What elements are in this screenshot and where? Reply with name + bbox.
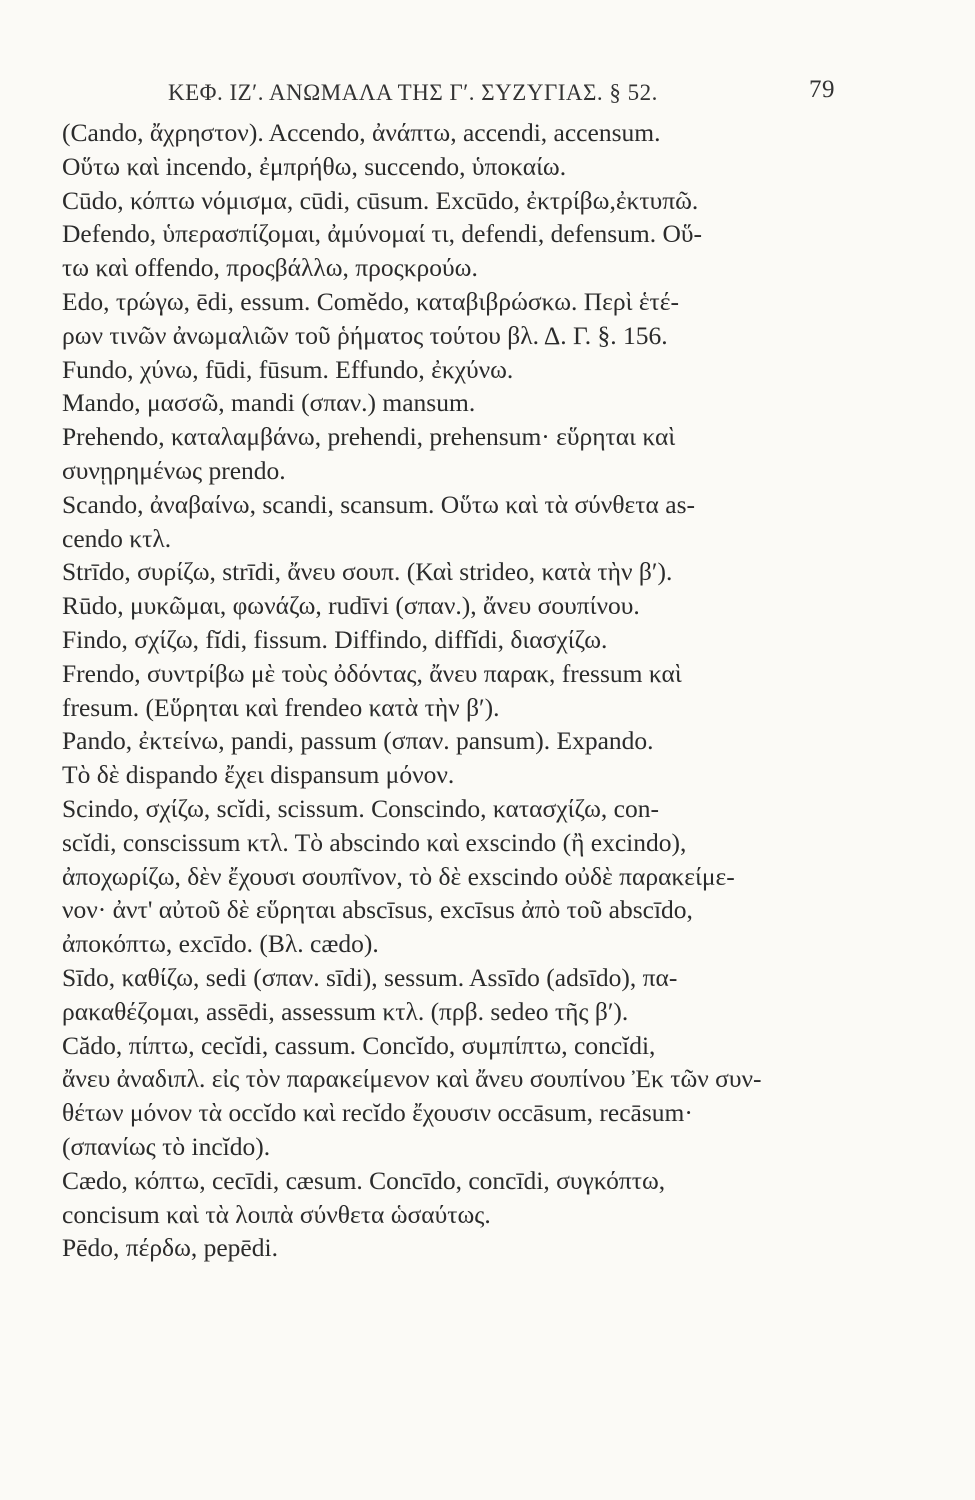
text-line: Rūdo, μυκῶμαι, φωνάζω, rudīvi (σπαν.), ἄνευ σουπίνου. [62, 591, 640, 621]
text-line: ἀποκόπτω, excīdo. (Βλ. cædo). [62, 929, 379, 959]
text-line: Fundo, χύνω, fūdi, fūsum. Effundo, ἐκχύνω. [62, 354, 514, 384]
text-line: ρακαθέζομαι, assēdi, assessum κτλ. (πρβ. sedeo τῆς βʹ). [62, 996, 629, 1026]
text-line: Strīdo, συρίζω, strīdi, ἄνευ σουπ. (Καὶ strideo, κατὰ τὴν βʹ). [62, 557, 673, 587]
text-line: ἄνευ ἀναδιπλ. εἰς τὸν παρακείμενον καὶ ἄνευ σουπίνου Ἐκ τῶν συν- [62, 1064, 762, 1094]
text-line: scĭdi, conscissum κτλ. Τὸ abscindo καὶ exscindo (ἢ excindo), [62, 827, 687, 857]
text-line: (σπανίως τὸ incĭdo). [62, 1131, 271, 1161]
text-line: συνῃρημένως prendo. [62, 455, 286, 485]
text-line: θέτων μόνον τὰ occĭdo καὶ recĭdo ἔχουσιν occāsum, recāsum· [62, 1098, 693, 1128]
body-text [62, 116, 835, 1265]
running-header [62, 76, 835, 116]
text-line: Pēdo, πέρδω, pepēdi. [62, 1233, 278, 1263]
text-line: Scindo, σχίζω, scĭdi, scissum. Conscindo, κατασχίζω, con- [62, 793, 659, 823]
page-number: 79 [809, 76, 835, 103]
text-line: Οὕτω καὶ incendo, ἐμπρήθω, succendo, ὑποκαίω. [62, 151, 567, 181]
text-line: fresum. (Εὕρηται καὶ frendeo κατὰ τὴν βʹ). [62, 692, 500, 722]
text-line: ρων τινῶν ἀνωμαλιῶν τοῦ ῥήματος τούτου βλ. Δ. Γ. §. 156. [62, 320, 668, 350]
text-line: τω καὶ offendo, προςβάλλω, προςκρούω. [62, 253, 478, 283]
text-line: Prehendo, καταλαμβάνω, prehendi, prehensum· εὕρηται καὶ [62, 422, 676, 452]
text-line: concisum καὶ τὰ λοιπὰ σύνθετα ὡσαύτως. [62, 1199, 491, 1229]
text-line: (Cando, ἄχρηστον). Accendo, ἀνάπτω, accendi, accensum. [62, 118, 661, 147]
text-line: Cădo, πίπτω, cecĭdi, cassum. Concĭdo, συμπίπτω, concĭdi, [62, 1030, 656, 1060]
text-line: Cūdo, κόπτω νόμισμα, cūdi, cūsum. Excūdo, ἐκτρίβω,ἐκτυπῶ. [62, 185, 699, 215]
text-line: Pando, ἐκτείνω, pandi, passum (σπαν. pansum). Expando. [62, 726, 654, 756]
text-line: ἀποχωρίζω, δὲν ἔχουσι σουπῖνον, τὸ δὲ exscindo οὐδὲ παρακείμε- [62, 861, 735, 891]
text-line: Defendo, ὑπερασπίζομαι, ἀμύνομαί τι, defendi, defensum. Οὕ- [62, 219, 703, 249]
text-line: Mando, μασσῶ, mandi (σπαν.) mansum. [62, 388, 476, 418]
text-line: Findo, σχίζω, fĭdi, fissum. Diffindo, diffĭdi, διασχίζω. [62, 624, 608, 654]
text-line: Scando, ἀναβαίνω, scandi, scansum. Οὕτω καὶ τὰ σύνθετα as- [62, 489, 695, 519]
text-line: Cædo, κόπτω, cecīdi, cæsum. Concīdo, concīdi, συγκόπτω, [62, 1165, 666, 1195]
text-line: Frendo, συντρίβω μὲ τοὺς ὀδόντας, ἄνευ παρακ, fressum καὶ [62, 658, 682, 688]
text-line: Edo, τρώγω, ēdi, essum. Comĕdo, καταβιβρώσκω. Περὶ ἑτέ- [62, 286, 680, 316]
text-line: cendo κτλ. [62, 523, 172, 553]
text-line: Τὸ δὲ dispando ἔχει dispansum μόνον. [62, 760, 455, 790]
text-line: Sīdo, καθίζω, sedi (σπαν. sīdi), sessum. Assīdo (adsīdo), πα- [62, 962, 678, 992]
chapter-title: ΚΕΦ. ΙΖʹ. ΑΝΩΜΑΛΑ ΤΗΣ Γʹ. ΣΥΖΥΓΙΑΣ. § 52. [168, 80, 658, 105]
text-line: νον· ἀντ' αὐτοῦ δὲ εὕρηται abscīsus, excīsus ἀπὸ τοῦ abscīdo, [62, 895, 693, 925]
